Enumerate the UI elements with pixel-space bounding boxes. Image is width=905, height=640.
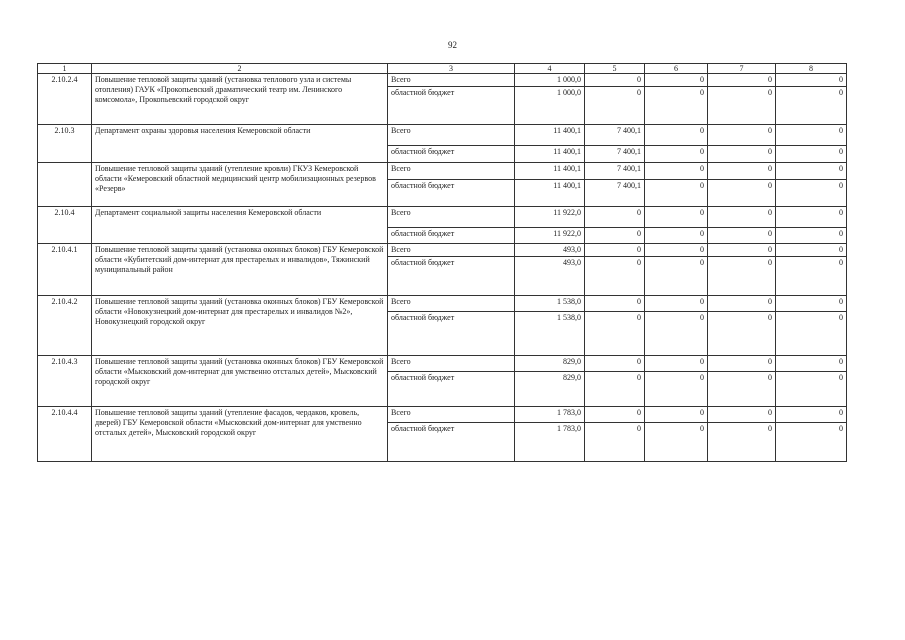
item-description: Повышение тепловой защиты зданий (установка оконных блоков) ГБУ Кемеровской области «Мысковский дом-интернат для умственно отсталых детей», Мысковский городской округ — [92, 356, 388, 407]
item-description: Повышение тепловой защиты зданий (утепление фасадов, чердаков, кровель, дверей) ГБУ Кемеровской области «Мысковский дом-интернат для умственно отсталых детей», Мысковский городской округ — [92, 407, 388, 462]
value-cell-col-6: 0 — [645, 296, 708, 312]
value-cell-col-7: 0 — [708, 87, 776, 125]
value-cell-col-4: 829,0 — [515, 372, 585, 407]
value-cell-col-5: 0 — [585, 372, 645, 407]
funding-source: областной бюджет — [388, 423, 515, 462]
funding-source: областной бюджет — [388, 146, 515, 163]
value-cell-col-5: 0 — [585, 356, 645, 372]
value-cell-col-6: 0 — [645, 356, 708, 372]
value-cell-col-8: 0 — [776, 312, 847, 356]
page-number: 92 — [448, 40, 457, 50]
value-cell-col-5: 0 — [585, 257, 645, 296]
value-cell-col-5: 0 — [585, 74, 645, 87]
value-cell-col-6: 0 — [645, 244, 708, 257]
table-row — [38, 163, 847, 180]
header-row — [38, 64, 847, 74]
item-description: Повышение тепловой защиты зданий (утепление кровли) ГКУЗ Кемеровской области «Кемеровский областной медицинский центр мобилизационных резервов «Резерв» — [92, 163, 388, 207]
funding-source: областной бюджет — [388, 87, 515, 125]
column-header-7: 7 — [708, 64, 776, 74]
value-cell-col-6: 0 — [645, 163, 708, 180]
table-row — [38, 296, 847, 312]
value-cell-col-8: 0 — [776, 146, 847, 163]
funding-source: Всего — [388, 407, 515, 423]
value-cell-col-6: 0 — [645, 312, 708, 356]
value-cell-col-7: 0 — [708, 312, 776, 356]
funding-source: областной бюджет — [388, 257, 515, 296]
value-cell-col-7: 0 — [708, 257, 776, 296]
funding-source: областной бюджет — [388, 372, 515, 407]
value-cell-col-8: 0 — [776, 74, 847, 87]
funding-source: Всего — [388, 74, 515, 87]
value-cell-col-4: 1 538,0 — [515, 312, 585, 356]
value-cell-col-4: 829,0 — [515, 356, 585, 372]
value-cell-col-6: 0 — [645, 228, 708, 244]
value-cell-col-4: 1 000,0 — [515, 74, 585, 87]
value-cell-col-4: 11 400,1 — [515, 146, 585, 163]
funding-source: Всего — [388, 244, 515, 257]
value-cell-col-5: 7 400,1 — [585, 146, 645, 163]
item-description: Повышение тепловой защиты зданий (установка оконных блоков) ГБУ Кемеровской области «Кубитетский дом-интернат для престарелых и инвалидов», Тяжинский муниципальный район — [92, 244, 388, 296]
value-cell-col-5: 0 — [585, 207, 645, 228]
value-cell-col-8: 0 — [776, 163, 847, 180]
value-cell-col-8: 0 — [776, 257, 847, 296]
funding-source: областной бюджет — [388, 312, 515, 356]
value-cell-col-8: 0 — [776, 356, 847, 372]
value-cell-col-7: 0 — [708, 407, 776, 423]
column-header-4: 4 — [515, 64, 585, 74]
value-cell-col-5: 0 — [585, 312, 645, 356]
value-cell-col-7: 0 — [708, 244, 776, 257]
value-cell-col-7: 0 — [708, 372, 776, 407]
value-cell-col-4: 1 538,0 — [515, 296, 585, 312]
item-code: 2.10.4.2 — [38, 296, 92, 356]
value-cell-col-4: 1 783,0 — [515, 407, 585, 423]
value-cell-col-7: 0 — [708, 74, 776, 87]
value-cell-col-8: 0 — [776, 423, 847, 462]
funding-source: Всего — [388, 163, 515, 180]
column-header-1: 1 — [38, 64, 92, 74]
value-cell-col-7: 0 — [708, 356, 776, 372]
item-description: Повышение тепловой защиты зданий (установка оконных блоков) ГБУ Кемеровской области «Новокузнецкий дом-интернат для престарелых и инвалидов №2», Новокузнецкий городской округ — [92, 296, 388, 356]
funding-source: Всего — [388, 125, 515, 146]
table-row — [38, 356, 847, 372]
column-header-6: 6 — [645, 64, 708, 74]
value-cell-col-5: 7 400,1 — [585, 180, 645, 207]
item-code: 2.10.4.3 — [38, 356, 92, 407]
value-cell-col-5: 0 — [585, 228, 645, 244]
value-cell-col-4: 493,0 — [515, 257, 585, 296]
column-header-5: 5 — [585, 64, 645, 74]
value-cell-col-6: 0 — [645, 125, 708, 146]
value-cell-col-8: 0 — [776, 407, 847, 423]
value-cell-col-4: 11 922,0 — [515, 228, 585, 244]
value-cell-col-6: 0 — [645, 207, 708, 228]
value-cell-col-6: 0 — [645, 87, 708, 125]
item-description: Повышение тепловой защиты зданий (установка теплового узла и системы отопления) ГАУК «Прокопьевский драматический театр им. Ленинского комсомола», Прокопьевский городской округ — [92, 74, 388, 125]
value-cell-col-7: 0 — [708, 423, 776, 462]
value-cell-col-5: 0 — [585, 244, 645, 257]
column-header-2: 2 — [92, 64, 388, 74]
value-cell-col-7: 0 — [708, 296, 776, 312]
column-header-8: 8 — [776, 64, 847, 74]
value-cell-col-8: 0 — [776, 180, 847, 207]
value-cell-col-8: 0 — [776, 228, 847, 244]
value-cell-col-4: 1 000,0 — [515, 87, 585, 125]
table-row — [38, 207, 847, 228]
value-cell-col-5: 7 400,1 — [585, 125, 645, 146]
value-cell-col-6: 0 — [645, 257, 708, 296]
value-cell-col-5: 0 — [585, 407, 645, 423]
item-code — [38, 163, 92, 207]
value-cell-col-7: 0 — [708, 125, 776, 146]
value-cell-col-7: 0 — [708, 228, 776, 244]
value-cell-col-6: 0 — [645, 74, 708, 87]
value-cell-col-6: 0 — [645, 180, 708, 207]
value-cell-col-8: 0 — [776, 87, 847, 125]
table-body — [38, 74, 847, 462]
value-cell-col-4: 11 400,1 — [515, 163, 585, 180]
item-code: 2.10.3 — [38, 125, 92, 163]
funding-source: Всего — [388, 296, 515, 312]
value-cell-col-6: 0 — [645, 146, 708, 163]
value-cell-col-7: 0 — [708, 207, 776, 228]
funding-source: Всего — [388, 356, 515, 372]
value-cell-col-5: 0 — [585, 296, 645, 312]
value-cell-col-8: 0 — [776, 207, 847, 228]
value-cell-col-4: 1 783,0 — [515, 423, 585, 462]
item-code: 2.10.4.4 — [38, 407, 92, 462]
value-cell-col-8: 0 — [776, 296, 847, 312]
table-row — [38, 74, 847, 87]
item-code: 2.10.4.1 — [38, 244, 92, 296]
table-row — [38, 244, 847, 257]
item-description: Департамент социальной защиты населения Кемеровской области — [92, 207, 388, 244]
value-cell-col-8: 0 — [776, 244, 847, 257]
value-cell-col-5: 0 — [585, 87, 645, 125]
funding-source: Всего — [388, 207, 515, 228]
table-row — [38, 125, 847, 146]
item-code: 2.10.4 — [38, 207, 92, 244]
value-cell-col-4: 11 922,0 — [515, 207, 585, 228]
value-cell-col-8: 0 — [776, 372, 847, 407]
value-cell-col-5: 0 — [585, 423, 645, 462]
value-cell-col-4: 493,0 — [515, 244, 585, 257]
value-cell-col-4: 11 400,1 — [515, 125, 585, 146]
funding-source: областной бюджет — [388, 228, 515, 244]
funding-source: областной бюджет — [388, 180, 515, 207]
value-cell-col-6: 0 — [645, 423, 708, 462]
budget-table — [37, 63, 847, 462]
value-cell-col-7: 0 — [708, 163, 776, 180]
value-cell-col-6: 0 — [645, 372, 708, 407]
value-cell-col-7: 0 — [708, 180, 776, 207]
table-row — [38, 407, 847, 423]
item-description: Департамент охраны здоровья населения Кемеровской области — [92, 125, 388, 163]
value-cell-col-6: 0 — [645, 407, 708, 423]
item-code: 2.10.2.4 — [38, 74, 92, 125]
value-cell-col-5: 7 400,1 — [585, 163, 645, 180]
value-cell-col-7: 0 — [708, 146, 776, 163]
value-cell-col-8: 0 — [776, 125, 847, 146]
column-header-3: 3 — [388, 64, 515, 74]
value-cell-col-4: 11 400,1 — [515, 180, 585, 207]
